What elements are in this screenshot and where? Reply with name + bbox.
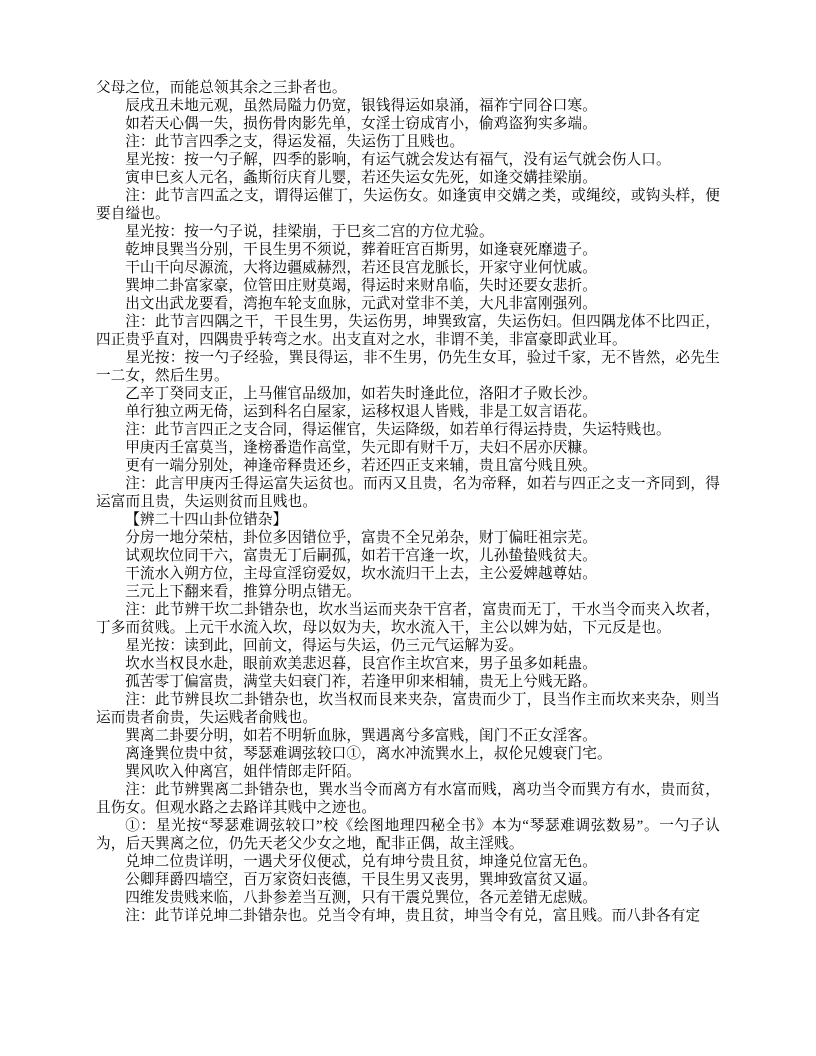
paragraph: 试观坎位同干六，富贵无丁后嗣孤，如若干宫逢一坎，儿孙蛰蛰贱贫夫。 [125, 548, 597, 564]
paragraph: 巽坤二卦富家豪，位管田庄财莫竭，得运时来财帛临，失时还要女悲折。 [125, 278, 597, 294]
paragraph: 辰戌丑未地元观，虽然局隘力仍宽，银钱得运如泉涌，福祚宁同谷口寒。 [125, 98, 597, 114]
paragraph: 注：此节言四正之支合同，得运催官，失运降级，如若单行得运持贵，失运特贱也。 [125, 422, 671, 438]
paragraph: 注：此节辨干坎二卦错杂也，坎水当运而夹杂干宫者，富贵而无丁，干水当令而夹入坎者，丁多而贫贱。上元干水流入坎，母以奴为夫，坎水流入干，主公以婢为姑，下元反是也。 [96, 602, 720, 636]
paragraph: 公卿拜爵四墙空，百万家资妇丧德，干艮生男又丧男，巽坤致富贫又逼。 [125, 872, 597, 888]
paragraph: 更有一端分别处，神逢帝释贵还乡，若还四正支来辅，贵且富兮贱且殃。 [125, 458, 597, 474]
paragraph: 注：此节言四孟之支，谓得运催丁，失运伤女。如逢寅申交媾之类，或绳绞，或钩头样，便要自缢也。 [96, 188, 720, 222]
paragraph: 离逢巽位贵中贫，琴瑟难调弦较口①，离水冲流巽水上，叔伦兄嫂衰门宅。 [125, 746, 612, 762]
paragraph: 注：此节言四季之支，得运发福，失运伤丁且贱也。 [125, 134, 465, 150]
paragraph: 出文出武龙要看，湾抱车轮支血脉，元武对堂非不美，大凡非富刚强列。 [125, 296, 597, 312]
document-body [96, 79, 720, 925]
paragraph: 三元上下翻来看，推算分明点错无。 [125, 584, 362, 600]
paragraph: 乾坤艮巽当分别，干艮生男不须说，葬着旺宫百斯男，如逢衰死靡遗子。 [125, 242, 597, 258]
paragraph: 坎水当权艮水赴，眼前欢美悲迟暮，艮宫作主坎宫来，男子虽多如耗蛊。 [125, 656, 597, 672]
paragraph: 巽离二卦要分明，如若不明斩血脉，巽遇离兮多富贱，闺门不正女淫客。 [125, 728, 597, 744]
paragraph: 兑坤二位贵详明，一遇犬牙仪便忒，兑有坤兮贵且贫，坤逢兑位富无色。 [125, 854, 597, 870]
paragraph: 巽风吹入仲离宫，姐伴情郎走阡陌。 [125, 764, 362, 780]
paragraph: 星光按：读到此，回前文，得运与失运，仍三元气运解为妥。 [125, 638, 524, 654]
paragraph: 甲庚丙壬富莫当，逢榜番造作高堂，失元即有财千万，夫妇不居亦厌糠。 [125, 440, 597, 456]
paragraph: 干山干向尽源流，大将边疆威赫烈，若还艮宫龙脈长，开家守业何忧戚。 [125, 260, 597, 276]
section-heading: 【辨二十四山卦位错杂】 [125, 512, 288, 528]
paragraph: 注：此节详兑坤二卦错杂也。兑当令有坤，贵且贫，坤当令有兑，富且贱。而八卦各有定 [125, 908, 701, 924]
paragraph: 注：此言甲庚丙壬得运富失运贫也。而丙又且贵，名为帝释，如若与四正之支一齐同到，得运富而且贵，失运则贫而且贱也。 [96, 476, 720, 510]
paragraph: 星光按：按一勺子说，挂梁崩，于巳亥二宫的方位尤验。 [125, 224, 494, 240]
paragraph: 父母之位，而能总领其余之三卦者也。 [96, 80, 347, 96]
paragraph: 注：此节言四隅之干，干艮生男，失运伤男，坤巽致富，失运伤妇。但四隅龙体不比四正，四正贵乎直对，四隅贵乎转弯之水。出支直对之水，非谓不美，非富豪即武业耳。 [96, 314, 720, 348]
paragraph: 分房一地分荣枯，卦位多因错位乎，富贵不全兄弟杂，财丁偏旺祖宗芜。 [125, 530, 597, 546]
paragraph: 星光按：按一勺子经验，巽艮得运，非不生男，仍先生女耳，验过千家，无不皆然，必先生一二女，然后生男。 [96, 350, 720, 384]
paragraph: 寅申巳亥人元名，螽斯衍庆育儿婴，若还失运女先死，如逢交媾挂梁崩。 [125, 170, 597, 186]
paragraph: 干流水入朔方位，主母宣淫窃爱奴，坎水流归干上去，主公爱婢越尊姑。 [125, 566, 597, 582]
paragraph: 四维发贵贱来临，八卦参差当互测，只有干震兑巽位，各元差错无虑贼。 [125, 890, 597, 906]
paragraph: 注：此节辨艮坎二卦错杂也，坎当权而艮来夹杂，富贵而少丁，艮当作主而坎来夹杂，则当运而贵者俞贵，失运贱者俞贱也。 [96, 692, 720, 726]
paragraph: 单行独立两无倚，运到科名白屋家，运移权退人皆贱，非是工奴言语花。 [125, 404, 597, 420]
paragraph: 如若天心偶一失，损伤骨肉影先单，女淫士窃成宵小，偷鸡盗狗实多端。 [125, 116, 597, 132]
paragraph: 孤苦零丁偏富贵，满堂夫妇衰门祚，若逢甲卯来相辅，贵无上兮贱无路。 [125, 674, 597, 690]
paragraph: ①：星光按“琴瑟难调弦较口”校《绘图地理四秘全书》本为“琴瑟难调弦数易”。一勺子认为，后天巽离之位，仍先天老父少女之地，配非正偶，故主淫贱。 [96, 818, 720, 852]
paragraph: 星光按：按一勺子解，四季的影响，有运气就会发达有福气，没有运气就会伤人口。 [125, 152, 671, 168]
paragraph: 乙辛丁癸同支正，上马催官品级加，如若失时逢此位，洛阳才子败长沙。 [125, 386, 597, 402]
paragraph: 注：此节辨巽离二卦错杂也，巽水当令而离方有水富而贱，离功当令而巽方有水，贵而贫，且伤女。但观水路之去路详其贱中之迹也。 [96, 782, 720, 816]
